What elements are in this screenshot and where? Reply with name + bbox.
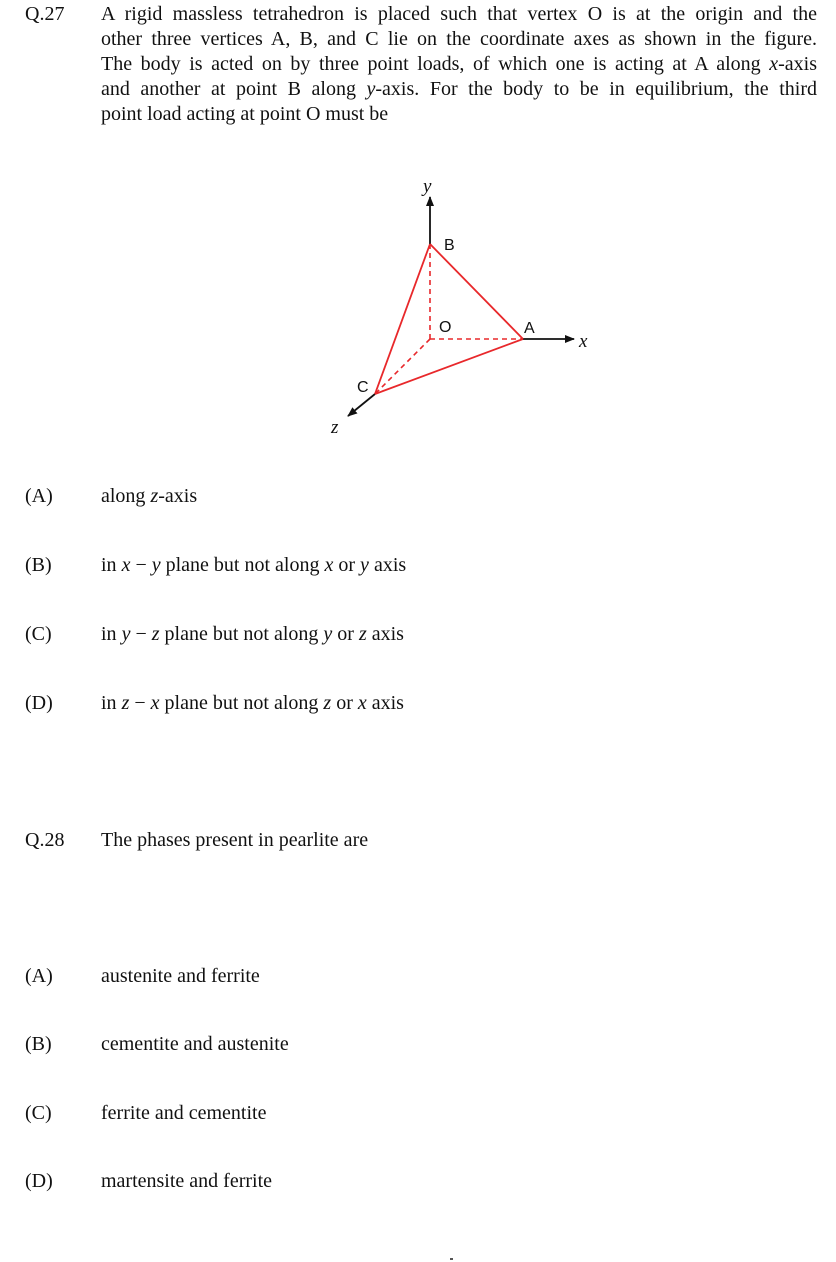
- z-axis-label: z: [331, 417, 339, 438]
- q27-option-d-text[interactable]: in z − x plane but not along z or x axis: [101, 692, 404, 714]
- q27-option-a-letter[interactable]: (A): [25, 485, 53, 507]
- question-27-line-2: other three vertices A, B, and C lie on the coordinate axes as shown in the figure.: [101, 28, 817, 50]
- question-28-number: Q.28: [25, 829, 65, 851]
- q28-option-b-letter[interactable]: (B): [25, 1033, 52, 1055]
- question-27-number: Q.27: [25, 3, 65, 25]
- question-27-line-1: A rigid massless tetrahedron is placed such that vertex O is at the origin and the: [101, 3, 817, 25]
- question-28-text: The phases present in pearlite are: [101, 829, 369, 851]
- q27-option-d-letter[interactable]: (D): [25, 692, 53, 714]
- q28-option-c-text[interactable]: ferrite and cementite: [101, 1102, 267, 1124]
- q28-option-d-text[interactable]: martensite and ferrite: [101, 1170, 273, 1192]
- vertex-o-label: O: [439, 319, 452, 336]
- vertex-a-label: A: [524, 320, 535, 337]
- question-27-line-4: and another at point B along y-axis. For the body to be in equilibrium, the third: [101, 78, 817, 100]
- vertex-c-label: C: [357, 379, 369, 396]
- question-27-line-3: The body is acted on by three point loads, of which one is acting at A along x-axis: [101, 53, 817, 75]
- q27-option-c-letter[interactable]: (C): [25, 623, 52, 645]
- tetrahedron-figure: [300, 160, 610, 450]
- edge-bc: [375, 244, 430, 394]
- q27-option-c-text[interactable]: in y − z plane but not along y or z axis: [101, 623, 404, 645]
- q27-option-b-letter[interactable]: (B): [25, 554, 52, 576]
- question-27-line-5: point load acting at point O must be: [101, 103, 389, 125]
- z-axis-arrow: [348, 394, 375, 416]
- edge-oc: [375, 339, 430, 394]
- question-27-text: [101, 2, 817, 127]
- q28-option-a-text[interactable]: austenite and ferrite: [101, 965, 260, 987]
- q27-option-b-text[interactable]: in x − y plane but not along x or y axis: [101, 554, 407, 576]
- vertex-b-label: B: [444, 237, 455, 254]
- x-axis-label: x: [579, 331, 588, 352]
- q27-option-a-text[interactable]: along z-axis: [101, 485, 198, 507]
- q28-option-c-letter[interactable]: (C): [25, 1102, 52, 1124]
- q28-option-d-letter[interactable]: (D): [25, 1170, 53, 1192]
- q28-option-a-letter[interactable]: (A): [25, 965, 53, 987]
- q28-option-b-text[interactable]: cementite and austenite: [101, 1033, 289, 1055]
- edge-ca: [375, 339, 523, 394]
- y-axis-label: y: [423, 176, 432, 197]
- page-edge-mark: [450, 1258, 453, 1260]
